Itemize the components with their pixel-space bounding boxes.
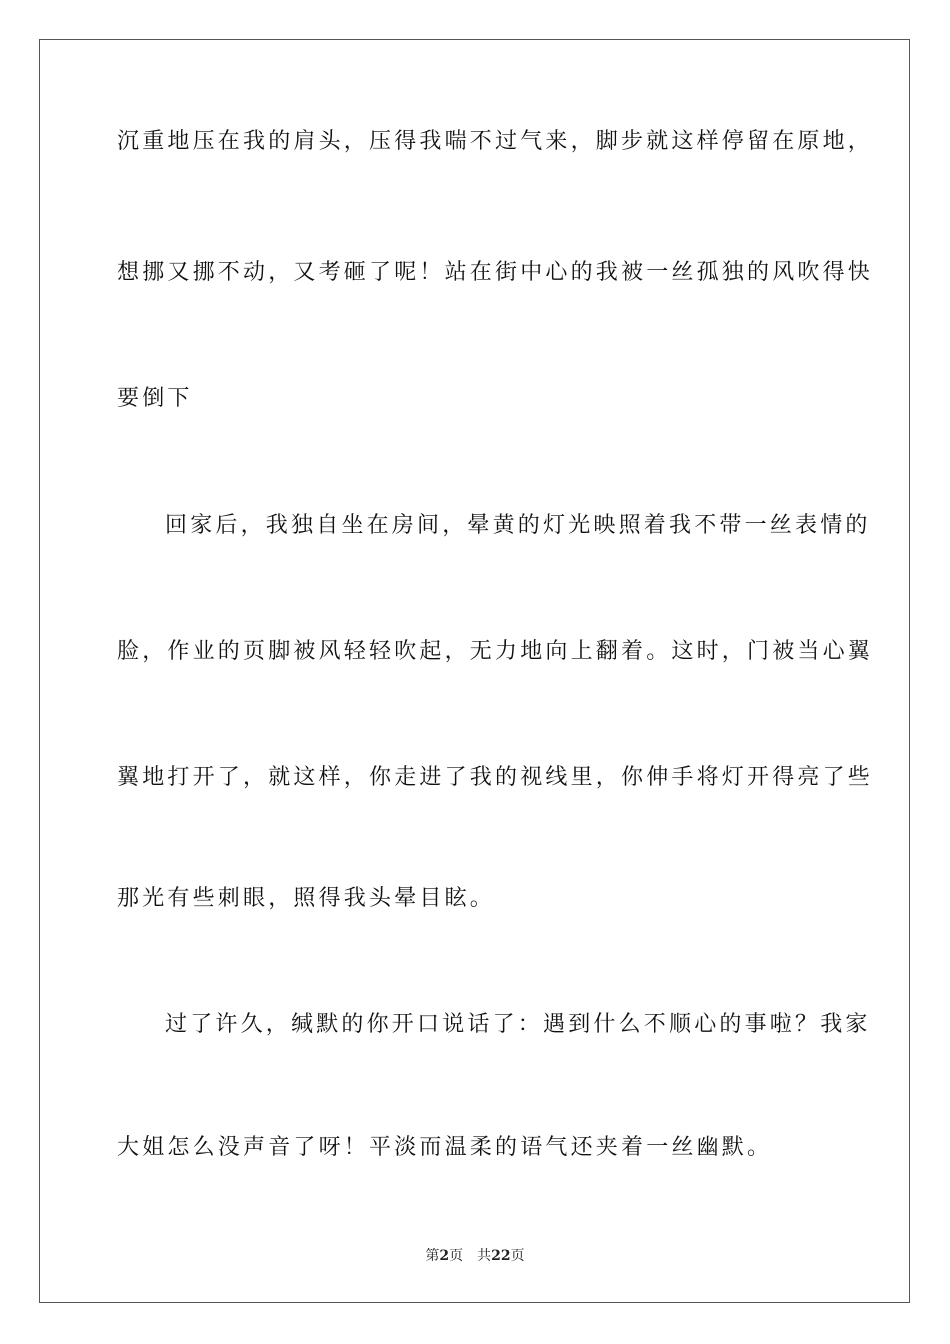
page-label-prefix: 第 bbox=[425, 1248, 440, 1264]
paragraph-line-2: 想挪又挪不动，又考砸了呢！站在街中心的我被一丝孤独的风吹得快 bbox=[117, 260, 874, 285]
page-label-suffix: 页 bbox=[449, 1248, 464, 1264]
page-footer bbox=[0, 1247, 950, 1265]
paragraph-line-5: 脸，作业的页脚被风轻轻吹起，无力地向上翻着。这时，门被当心翼 bbox=[117, 639, 874, 664]
total-label-suffix: 页 bbox=[510, 1248, 525, 1264]
paragraph-line-3: 要倒下 bbox=[117, 386, 193, 411]
total-pages: 22 bbox=[491, 1248, 511, 1264]
paragraph-line-1: 沉重地压在我的肩头，压得我喘不过气来，脚步就这样停留在原地， bbox=[117, 129, 874, 154]
total-label-prefix: 共 bbox=[477, 1248, 492, 1264]
paragraph-line-9: 大姐怎么没声音了呀！平淡而温柔的语气还夹着一丝幽默。 bbox=[117, 1135, 773, 1160]
page-number: 2 bbox=[439, 1248, 450, 1264]
paragraph-line-6: 翼地打开了，就这样，你走进了我的视线里，你伸手将灯开得亮了些 bbox=[117, 765, 874, 790]
paragraph-line-7: 那光有些刺眼，照得我头晕目眩。 bbox=[117, 886, 496, 911]
paragraph-line-4: 回家后，我独自坐在房间，晕黄的灯光映照着我不带一丝表情的 bbox=[165, 513, 871, 538]
paragraph-line-8: 过了许久，缄默的你开口说话了：遇到什么不顺心的事啦？我家 bbox=[165, 1012, 871, 1037]
page-border bbox=[39, 39, 910, 1303]
